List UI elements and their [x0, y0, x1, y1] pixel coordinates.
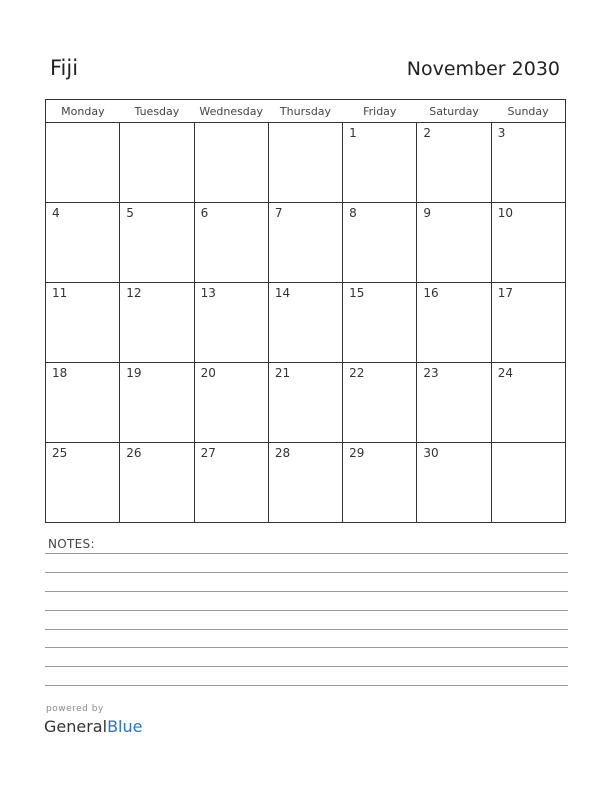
day-cell: 6: [194, 203, 268, 283]
brand-blue-text: Blue: [107, 717, 143, 736]
month-year-title: November 2030: [406, 58, 560, 80]
day-cell: 24: [491, 363, 565, 443]
note-line: [45, 629, 568, 630]
note-line: [45, 610, 568, 611]
day-cell: [46, 123, 120, 203]
day-cell: [491, 443, 565, 523]
note-line: [45, 572, 568, 573]
weekday-header-row: [46, 100, 566, 123]
week-row: [46, 203, 566, 283]
calendar-grid: [45, 99, 566, 523]
day-cell: 28: [268, 443, 342, 523]
day-cell: 8: [343, 203, 417, 283]
note-line: [45, 591, 568, 592]
day-cell: 27: [194, 443, 268, 523]
note-line: [45, 647, 568, 648]
day-cell: 16: [417, 283, 491, 363]
weekday-tuesday: Tuesday: [120, 100, 194, 123]
day-cell: 21: [268, 363, 342, 443]
day-cell: 11: [46, 283, 120, 363]
day-cell: [120, 123, 194, 203]
day-cell: 29: [343, 443, 417, 523]
day-cell: 4: [46, 203, 120, 283]
day-cell: 18: [46, 363, 120, 443]
day-cell: 2: [417, 123, 491, 203]
weekday-saturday: Saturday: [417, 100, 491, 123]
day-cell: 30: [417, 443, 491, 523]
country-title: Fiji: [50, 56, 79, 80]
day-cell: 19: [120, 363, 194, 443]
brand-logo[interactable]: [44, 717, 142, 736]
day-cell: 10: [491, 203, 565, 283]
day-cell: [194, 123, 268, 203]
weekday-thursday: Thursday: [268, 100, 342, 123]
day-cell: 20: [194, 363, 268, 443]
week-row: [46, 443, 566, 523]
weekday-sunday: Sunday: [491, 100, 565, 123]
day-cell: 25: [46, 443, 120, 523]
week-row: [46, 363, 566, 443]
day-cell: 15: [343, 283, 417, 363]
weekday-monday: Monday: [46, 100, 120, 123]
week-row: [46, 283, 566, 363]
day-cell: 3: [491, 123, 565, 203]
day-cell: 22: [343, 363, 417, 443]
day-cell: 26: [120, 443, 194, 523]
day-cell: 9: [417, 203, 491, 283]
weekday-friday: Friday: [343, 100, 417, 123]
note-line: [45, 685, 568, 686]
day-cell: [268, 123, 342, 203]
brand-general-text: General: [44, 717, 108, 736]
day-cell: 5: [120, 203, 194, 283]
day-cell: 23: [417, 363, 491, 443]
powered-by-text: powered by: [46, 704, 104, 714]
notes-label: NOTES:: [48, 537, 95, 551]
day-cell: 1: [343, 123, 417, 203]
day-cell: 12: [120, 283, 194, 363]
day-cell: 17: [491, 283, 565, 363]
note-line: [45, 553, 568, 554]
note-line: [45, 666, 568, 667]
weekday-wednesday: Wednesday: [194, 100, 268, 123]
day-cell: 13: [194, 283, 268, 363]
day-cell: 7: [268, 203, 342, 283]
day-cell: 14: [268, 283, 342, 363]
week-row: [46, 123, 566, 203]
